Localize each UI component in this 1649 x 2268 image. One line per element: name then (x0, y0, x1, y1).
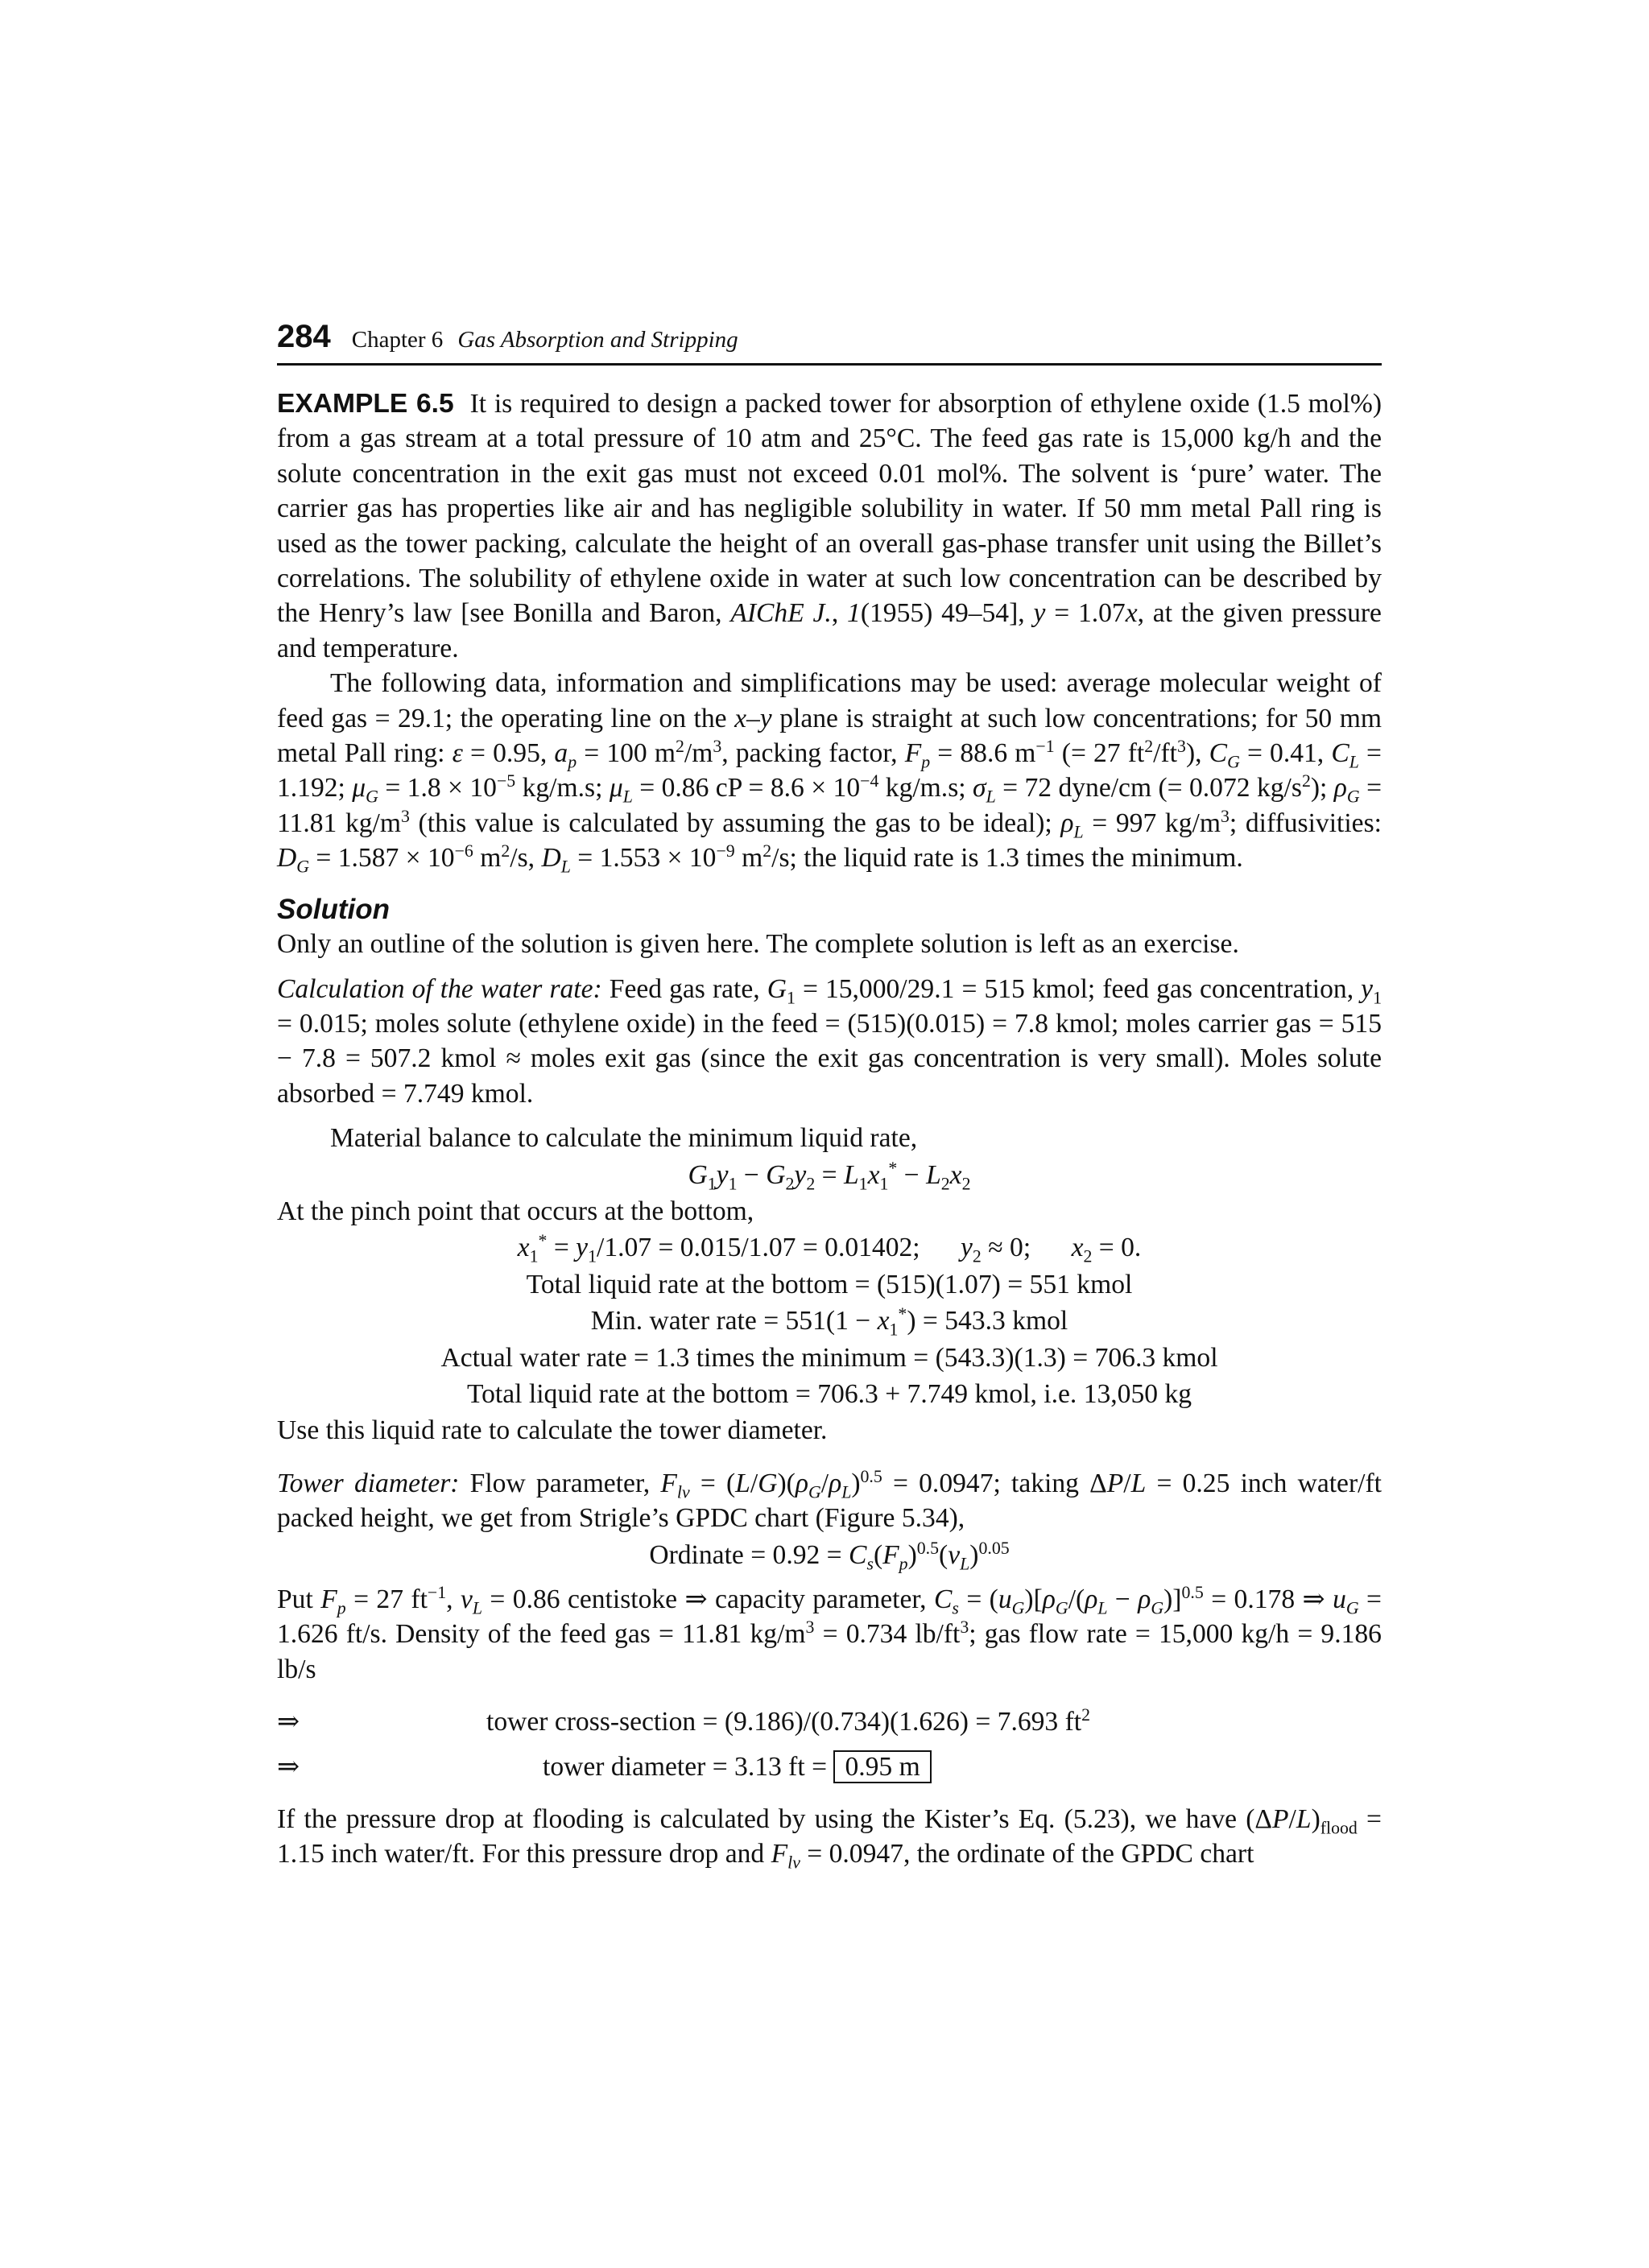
pinch-point-text: At the pinch point that occurs at the bottom, (277, 1196, 754, 1226)
actual-water-rate-equation: Actual water rate = 1.3 times the minimum = (543.3)(1.3) = 706.3 kmol (440, 1342, 1218, 1373)
page-number: 284 (277, 319, 331, 354)
solution-intro: Only an outline of the solution is given here. The complete solution is left as an exercise. (277, 929, 1239, 960)
ordinate-equation: Ordinate = $0.92 = C_s(F_p)^{0.5}(\nu_L)^{0.05}$ (649, 1538, 1010, 1574)
pinch-point-equation: $x_1^* = y_1/1.07 = 0.015/1.07 = 0.01402$; $y_2 \approx 0$; $x_2 = 0$. (517, 1231, 1142, 1267)
running-header (277, 319, 1382, 366)
diameter-equation: tower diameter = 3.13 ft = (543, 1751, 834, 1782)
diameter-result-box: 0.95 m (833, 1750, 931, 1783)
solution-heading: Solution (277, 893, 390, 925)
cross-section-equation: tower cross-section = (9.186)/(0.734)(1.626) = 7.693 ft (486, 1707, 1082, 1737)
material-balance-text: Material balance to calculate the minimum liquid rate, (330, 1123, 918, 1154)
example-problem-paragraph: EXAMPLE 6.5 It is required to design a packed tower for absorption of ethylene oxide (1.5 mol%) from a gas stream at a total pressure of 10 atm and 25°C. The feed gas rate is 15,000 kg/h and the solute concentration in the exit gas must not exceed 0.01 mol%. The solvent is ‘pure’ water. The carrier gas has properties like air and has negligible solubility in water. If 50 mm metal Pall ring is used as the tower packing, calculate the height of an overall gas-phase transfer unit using the Billet’s correlations. The solubility of ethylene oxide in water at such low concentration can be described by the Henry’s law [see Bonilla and Baron, AIChE J., 1(1955) 49–54], y = 1.07x, at the given pressure and temperature. (277, 389, 1382, 663)
diameter-line (277, 1750, 1382, 1784)
given-data-paragraph: The following data, information and simplifications may be used: average molecular weight of feed gas = 29.1; the operating line on the x–y plane is straight at such low concentrations; for 50 mm metal Pall ring: ε = 0.95, $a_p = 100$ $m^2/m^3$, packing factor, $F_p = 88.6$ $m^{-1}$ (= 27 $ft^2/ft^3$), $C_G = 0.41$, $C_L = 1.192$; $\mu_G = 1.8 \times 10^{-5}$ kg/m.s; $\mu_L = 0.86$ cP = $8.6 \times 10^{-4}$ kg/m.s; $\sigma_L = 72$ dyne/cm (= 0.072 $kg/s^2$); $\rho_G = 11.81$ $kg/m^3$ (this value is calculated by assuming the gas to be ideal); $\rho_L = 997$ $kg/m^3$; diffusivities: $D_G = 1.587 \times 10^{-6}$ $m^2/s$, $D_L = 1.553 \times 10^{-9}$ $m^2/s$; the liquid rate is 1.3 times the minimum. (277, 668, 1382, 877)
use-liquid-rate-text: Use this liquid rate to calculate the tower diameter. (277, 1415, 828, 1446)
implies-arrow: ⇒ (277, 1751, 300, 1782)
flooding-paragraph: If the pressure drop at flooding is calculated by using the Kister’s Eq. (5.23), we have $(\Delta P/L)_{flood} = 1.15$ inch water/ft. For this pressure drop and $F_{lv} = 0.0947$, the ordinate of the GPDC chart (277, 1804, 1382, 1873)
material-balance-equation: $G_1y_1 - G_2y_2 = L_1x_1^* - L_2x_2$ (688, 1158, 971, 1194)
chapter-title: Gas Absorption and Stripping (457, 327, 738, 353)
implies-arrow: ⇒ (277, 1707, 300, 1737)
cross-section-line: ⇒ tower cross-section = (9.186)/(0.734)(1.626) = 7.693 $ft^2$ (277, 1704, 1382, 1739)
total-liquid-rate-bottom-equation: Total liquid rate at the bottom = 706.3 + 7.749 kmol, i.e. 13,050 kg (466, 1378, 1192, 1409)
body-text (277, 386, 1382, 1872)
capacity-parameter-paragraph: Put $F_p = 27$ $ft^{-1}$, $\nu_L = 0.86$ centistoke ⇒ capacity parameter, $C_s = (u_G)[\rho_G/(\rho_L - \rho_G)]^{0.5} = 0.178$ ⇒ $u_G = 1.626$ ft/s. Density of the feed gas = 11.81 $kg/m^3 = 0.734$ $lb/ft^3$; gas flow rate = 15,000 kg/h = 9.186 lb/s (277, 1582, 1382, 1684)
example-label: EXAMPLE 6.5 (277, 389, 454, 419)
min-water-rate-equation: Min. water rate = $551(1 - x_1^*) = 543.3$ kmol (590, 1303, 1068, 1340)
total-liquid-rate-equation: Total liquid rate at the bottom = (515)(1.07) = 551 kmol (526, 1269, 1133, 1299)
water-rate-paragraph: Calculation of the water rate: Feed gas rate, $G_1 = 15,000/29.1 = 515$ kmol; feed gas concentration, $y_1 = 0.015$; moles solute (ethylene oxide) in the feed = (515)(0.015) = 7.8 kmol; moles carrier gas = 515 − 7.8 = 507.2 kmol ≈ moles exit gas (since the exit gas concentration is very small). Moles solute absorbed = 7.749 kmol. (277, 973, 1382, 1109)
chapter-label: Chapter 6 (351, 327, 444, 353)
tower-diameter-paragraph: Tower diameter: Flow parameter, $F_{lv} = (L/G)(\rho_G/\rho_L)^{0.5} = 0.0947$; taking ΔP/L = 0.25 inch water/ft packed height, we get from Strigle’s GPDC chart (Figure 5.34), (277, 1466, 1382, 1534)
